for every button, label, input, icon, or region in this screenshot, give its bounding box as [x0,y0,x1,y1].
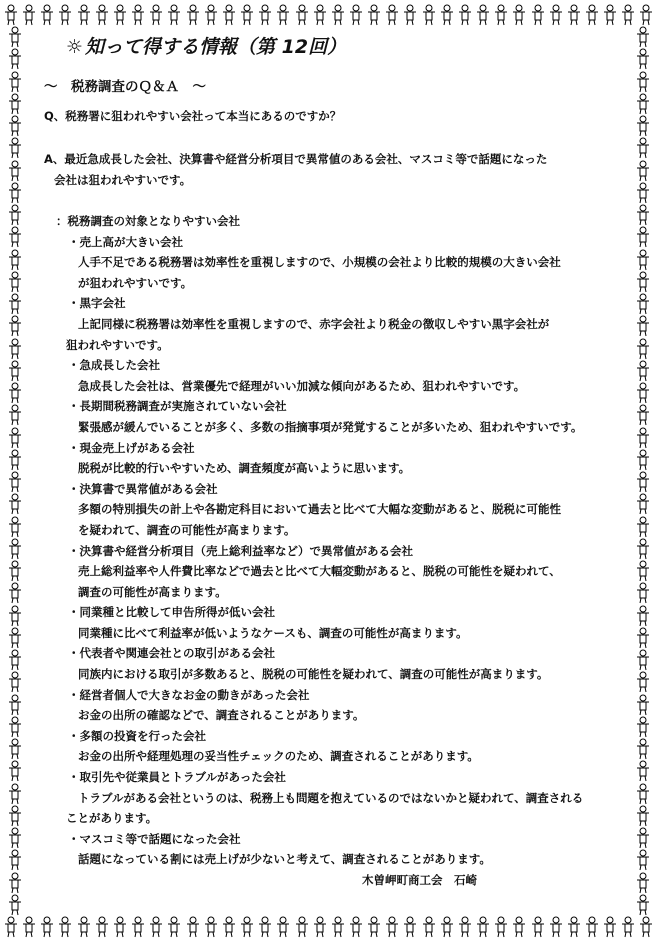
list-item [44,829,634,870]
stick-figure-icon [585,4,599,26]
item-desc: が狙われやすいです。 [78,275,193,290]
stick-figure-icon [636,382,650,404]
item-desc: 売上総利益率や人件費比率などで過去と比べて大幅変動があると、脱税の可能性を疑われて、 [78,564,561,579]
stick-figure-icon [295,916,309,938]
stick-figure-icon [636,493,650,515]
stick-figure-icon [367,916,381,938]
stick-figure-icon [349,4,363,26]
stick-figure-icon [240,4,254,26]
stick-figure-icon [403,4,417,26]
answer-line-1: A、最近急成長した会社、決算書や経営分析項目で異常値のある会社、マスコミ等で話題になった [44,152,548,166]
item-desc: 脱税が比較的行いやすいため、調査頻度が高いように思います。 [78,461,411,476]
stick-figure-icon [636,694,650,716]
stick-figure-icon [636,404,650,426]
item-desc: 狙われやすいです。 [66,337,169,352]
page-title [66,32,634,62]
stick-figure-icon [295,4,309,26]
stick-figure-icon [531,4,545,26]
item-title: ・黒字会社 [68,296,126,311]
stick-figure-icon [77,4,91,26]
stick-figure-icon [349,916,363,938]
stick-figure-icon [8,605,22,627]
stick-figure-icon [549,4,563,26]
stick-figure-icon [636,827,650,849]
stick-figure-icon [8,560,22,582]
stick-figure-icon [636,894,650,916]
item-title: ・マスコミ等で話題になった会社 [68,831,241,846]
section-subtitle: ～ 税務調査のＱ＆Ａ ～ [44,79,206,95]
stick-figure-icon [8,226,22,248]
stick-figure-icon [603,916,617,938]
stick-figure-icon [8,293,22,315]
stick-figure-icon [149,916,163,938]
item-title: ・代表者や関連会社との取引がある会社 [68,646,275,661]
stick-figure-icon [40,4,54,26]
item-desc: お金の出所の確認などで、調査されることがあります。 [78,708,365,723]
stick-figure-icon [8,783,22,805]
stick-figure-icon [8,493,22,515]
stick-figure-icon [204,916,218,938]
stick-figure-icon [8,249,22,271]
stick-figure-icon [636,738,650,760]
stick-figure-icon [636,783,650,805]
stick-figure-icon [8,894,22,916]
signature: 木曽岬町商工会 石崎 [362,873,477,887]
stick-figure-icon [636,137,650,159]
list-item [44,293,634,355]
stick-figure-icon [440,916,454,938]
stick-figure-icon [258,4,272,26]
stick-figure-icon [258,916,272,938]
stick-figure-icon [636,271,650,293]
item-desc: 調査の可能性が高まります。 [78,584,227,599]
item-title: ・決算書で異常値がある会社 [68,481,218,496]
stick-figure-icon [636,605,650,627]
list-item [44,726,634,767]
border-top [0,2,658,28]
stick-figure-icon [8,760,22,782]
stick-figure-icon [113,916,127,938]
stick-figure-icon [8,427,22,449]
list-item [44,355,634,396]
stick-figure-icon [8,538,22,560]
stick-figure-icon [636,48,650,70]
list-item [44,767,634,829]
stick-figure-icon [636,716,650,738]
stick-figure-icon [77,916,91,938]
stick-figure-icon [549,916,563,938]
stick-figure-icon [58,4,72,26]
stick-figure-icon [636,160,650,182]
stick-figure-icon [8,382,22,404]
stick-figure-icon [8,93,22,115]
stick-figure-icon [8,137,22,159]
stick-figure-icon [636,93,650,115]
stick-figure-icon [476,916,490,938]
item-title: ・多額の投資を行った会社 [68,728,206,743]
stick-figure-icon [476,4,490,26]
stick-figure-icon [222,4,236,26]
item-desc: 人手不足である税務署は効率性を重視しますので、小規模の会社より比較的規模の大きい会社 [78,255,561,270]
stick-figure-icon [636,449,650,471]
stick-figure-icon [636,649,650,671]
border-left [2,26,28,916]
stick-figure-icon [636,26,650,48]
stick-figure-icon [22,4,36,26]
stick-figure-icon [8,694,22,716]
stick-figure-icon [585,916,599,938]
stick-figure-icon [8,649,22,671]
item-title: ・急成長した会社 [68,358,160,373]
stick-figure-icon [22,916,36,938]
stick-figure-icon [331,4,345,26]
item-desc: お金の出所や経理処理の妥当性チェックのため、調査されることがあります。 [78,749,479,764]
stick-figure-icon [113,4,127,26]
stick-figure-icon [131,916,145,938]
list-item [44,541,634,603]
stick-figure-icon [636,249,650,271]
stick-figure-icon [8,627,22,649]
stick-figure-icon [636,872,650,894]
stick-figure-icon [636,671,650,693]
stick-figure-icon [636,805,650,827]
stick-figure-icon [8,849,22,871]
stick-figure-icon [458,4,472,26]
stick-figure-icon [385,4,399,26]
stick-figure-icon [95,916,109,938]
stick-figure-icon [636,360,650,382]
stick-figure-icon [621,4,635,26]
stick-figure-icon [621,916,635,938]
stick-figure-icon [636,204,650,226]
stick-figure-icon [40,916,54,938]
item-title: ・売上高が大きい会社 [68,234,183,249]
stick-figure-icon [8,738,22,760]
stick-figure-icon [422,916,436,938]
item-title: ・長期間税務調査が実施されていない会社 [68,399,287,414]
stick-figure-icon [636,849,650,871]
stick-figure-icon [636,582,650,604]
stick-figure-icon [4,4,18,26]
stick-figure-icon [636,471,650,493]
item-desc: トラブルがある会社というのは、税務上も問題を抱えているのではないかと疑われて、調査される [78,790,584,805]
stick-figure-icon [8,671,22,693]
list-item [44,396,634,437]
item-desc: を疑われて、調査の可能性が高まります。 [78,522,296,537]
stick-figure-icon [276,916,290,938]
stick-figure-icon [313,4,327,26]
stick-figure-icon [636,516,650,538]
stick-figure-icon [167,4,181,26]
stick-figure-icon [8,582,22,604]
stick-figure-icon [8,805,22,827]
list-item [44,479,634,541]
stick-figure-icon [636,182,650,204]
list-item [44,232,634,294]
stick-figure-icon [567,916,581,938]
stick-figure-icon [636,115,650,137]
stick-figure-icon [385,916,399,938]
item-title: ・決算書や経営分析項目（売上総利益率など）で異常値がある会社 [68,543,413,558]
list-item [44,438,634,479]
stick-figure-icon [636,560,650,582]
title-text: 知って得する情報（第 12回） [85,36,347,58]
stick-figure-icon [186,4,200,26]
stick-figure-icon [636,71,650,93]
document-content [44,32,634,890]
stick-figure-icon [8,115,22,137]
stick-figure-icon [639,916,653,938]
stick-figure-icon [8,338,22,360]
item-desc: 緊張感が緩んでいることが多く、多数の指摘事項が発覚することが多いため、狙われやすいです。 [78,419,583,434]
item-desc: 話題になっている割には売上げが少ないと考えて、調査されることがあります。 [78,852,491,867]
stick-figure-icon [8,360,22,382]
item-desc: 上記同様に税務署は効率性を重視しますので、赤字会社より税金の徴収しやすい黒字会社が [78,316,550,331]
item-title: ・現金売上げがある会社 [68,440,195,455]
stick-figure-icon [8,204,22,226]
stick-figure-icon [8,48,22,70]
stick-figure-icon [240,916,254,938]
stick-figure-icon [149,4,163,26]
stick-figure-icon [8,872,22,894]
stick-figure-icon [636,338,650,360]
stick-figure-icon [167,916,181,938]
stick-figure-icon [422,4,436,26]
question-text: Q、税務署に狙われやすい会社って本当にあるのですか？ [44,109,342,123]
stick-figure-icon [4,916,18,938]
stick-figure-icon [636,293,650,315]
stick-figure-icon [512,916,526,938]
stick-figure-icon [403,916,417,938]
stick-figure-icon [494,916,508,938]
item-title: ・取引先や従業員とトラブルがあった会社 [68,770,286,785]
item-desc: ことがあります。 [66,811,158,826]
stick-figure-icon [313,916,327,938]
stick-figure-icon [636,427,650,449]
stick-figure-icon [8,271,22,293]
stick-figure-icon [8,71,22,93]
sun-icon: ☼ [66,36,84,58]
stick-figure-icon [8,315,22,337]
stick-figure-icon [331,916,345,938]
stick-figure-icon [458,916,472,938]
list-item [44,643,634,684]
stick-figure-icon [204,4,218,26]
stick-figure-icon [639,4,653,26]
stick-figure-icon [636,760,650,782]
border-bottom [0,914,658,940]
stick-figure-icon [8,26,22,48]
list-title: ：税務調査の対象となりやすい会社 [56,214,240,228]
stick-figure-icon [494,4,508,26]
stick-figure-icon [8,449,22,471]
stick-figure-icon [567,4,581,26]
stick-figure-icon [367,4,381,26]
list-item [44,602,634,643]
list-item [44,685,634,726]
item-desc: 同族内における取引が多数あると、脱税の可能性を疑われて、調査の可能性が高まります。 [78,667,549,682]
stick-figure-icon [636,315,650,337]
stick-figure-icon [636,538,650,560]
stick-figure-icon [512,4,526,26]
stick-figure-icon [531,916,545,938]
stick-figure-icon [222,916,236,938]
stick-figure-icon [440,4,454,26]
stick-figure-icon [636,627,650,649]
stick-figure-icon [636,226,650,248]
stick-figure-icon [131,4,145,26]
answer-line-2: 会社は狙われやすいです。 [54,173,192,187]
item-title: ・経営者個人で大きなお金の動きがあった会社 [68,687,310,702]
stick-figure-icon [603,4,617,26]
stick-figure-icon [8,160,22,182]
stick-figure-icon [58,916,72,938]
stick-figure-icon [95,4,109,26]
stick-figure-icon [186,916,200,938]
item-desc: 同業種に比べて利益率が低いようなケースも、調査の可能性が高まります。 [78,625,468,640]
answer-text [44,149,634,191]
stick-figure-icon [8,404,22,426]
stick-figure-icon [8,471,22,493]
stick-figure-icon [8,716,22,738]
stick-figure-icon [8,516,22,538]
item-desc: 急成長した会社は、営業優先で経理がいい加減な傾向があるため、狙われやすいです。 [78,378,526,393]
item-desc: 多額の特別損失の計上や各勘定科目において過去と比べて大幅な変動があると、脱税に可能性 [78,502,561,517]
stick-figure-icon [8,182,22,204]
stick-figure-icon [276,4,290,26]
item-title: ・同業種と比較して申告所得が低い会社 [68,605,275,620]
stick-figure-icon [8,827,22,849]
company-list [44,211,634,890]
